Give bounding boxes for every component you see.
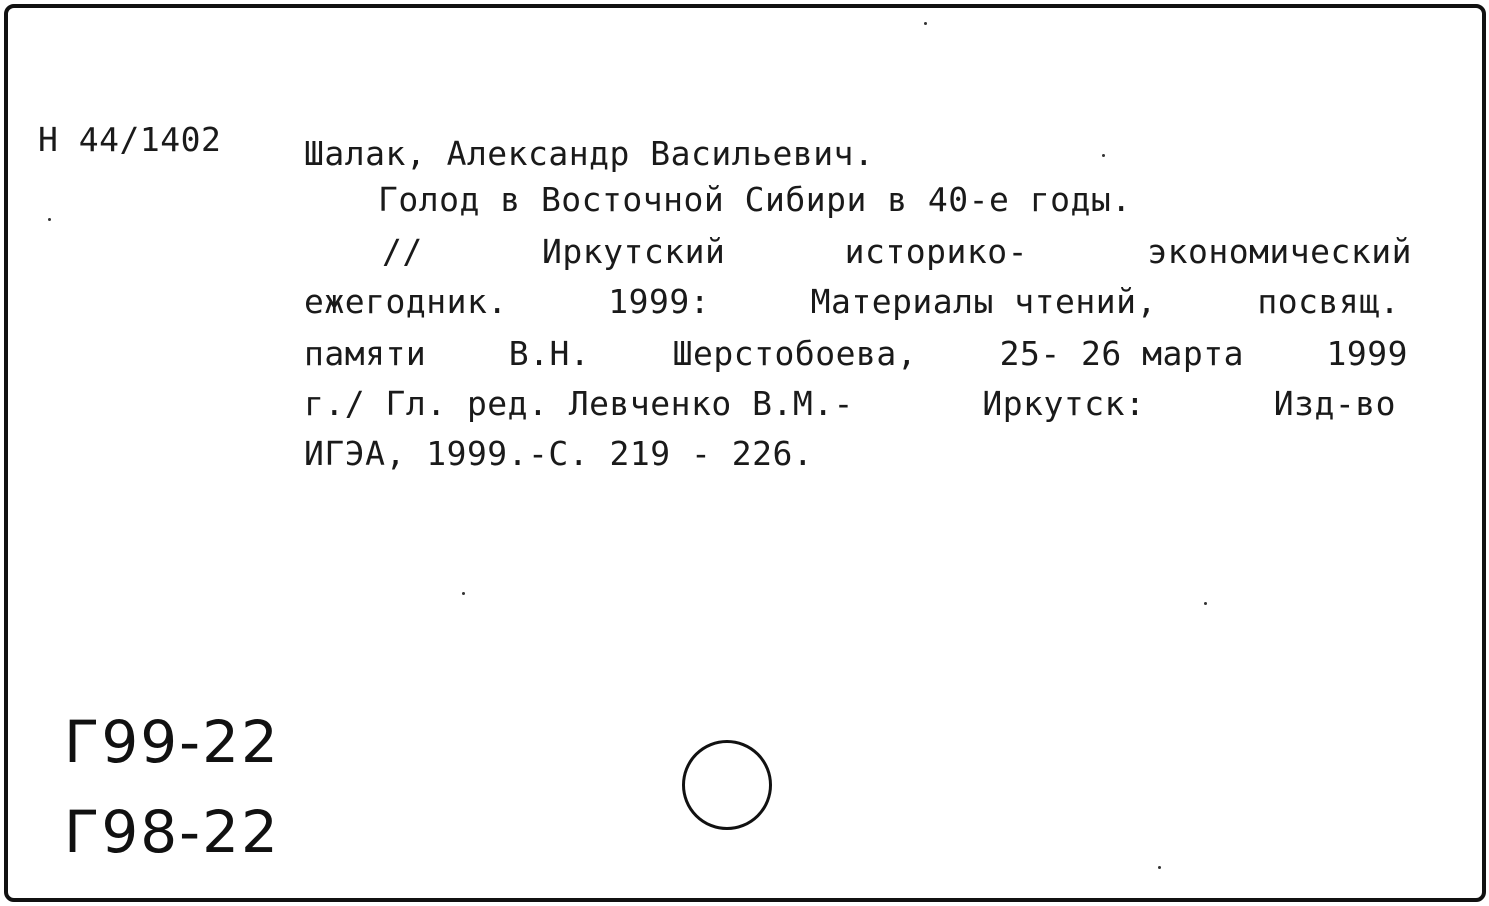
source-word: памяти (304, 334, 427, 373)
author-heading: Шалак, Александр Васильевич. (304, 134, 875, 173)
source-word: ежегодник. (304, 282, 508, 321)
punch-hole (682, 740, 772, 830)
scan-speck (924, 22, 927, 25)
source-date: 25- 26 марта (999, 334, 1244, 373)
catalog-card (4, 4, 1486, 902)
work-title: Голод в Восточной Сибири в 40-е годы. (378, 180, 1132, 219)
scan-speck (1158, 866, 1161, 869)
source-editor: г./ Гл. ред. Левченко В.М.- (304, 384, 854, 423)
source-word: Шерстобоева, (672, 334, 918, 373)
source-publisher: Изд-во (1273, 384, 1396, 423)
scan-speck (48, 218, 51, 221)
source-word: Иркутский (542, 232, 726, 271)
source-word: Материалы чтений, (810, 282, 1157, 321)
source-line-1 (382, 232, 1412, 271)
source-word: экономический (1147, 232, 1412, 271)
source-line-3 (304, 334, 1408, 373)
source-word: историко- (844, 232, 1028, 271)
scan-speck (1204, 602, 1207, 605)
source-year: 1999 (1326, 334, 1408, 373)
handwritten-note-1: Г99-22 (64, 708, 280, 776)
handwritten-note-2: Г98-22 (64, 798, 280, 866)
source-place: Иркутск: (982, 384, 1146, 423)
source-line-5: ИГЭА, 1999.-С. 219 - 226. (304, 434, 814, 473)
source-line-2 (304, 282, 1400, 321)
source-word: посвящ. (1257, 282, 1400, 321)
source-line-4 (304, 384, 1396, 423)
source-initials: В.Н. (508, 334, 591, 373)
source-separator: // (382, 232, 423, 271)
source-year: 1999: (608, 282, 711, 321)
scan-speck (1102, 154, 1105, 157)
scan-speck (462, 592, 465, 595)
shelfmark: Н 44/1402 (38, 120, 222, 159)
